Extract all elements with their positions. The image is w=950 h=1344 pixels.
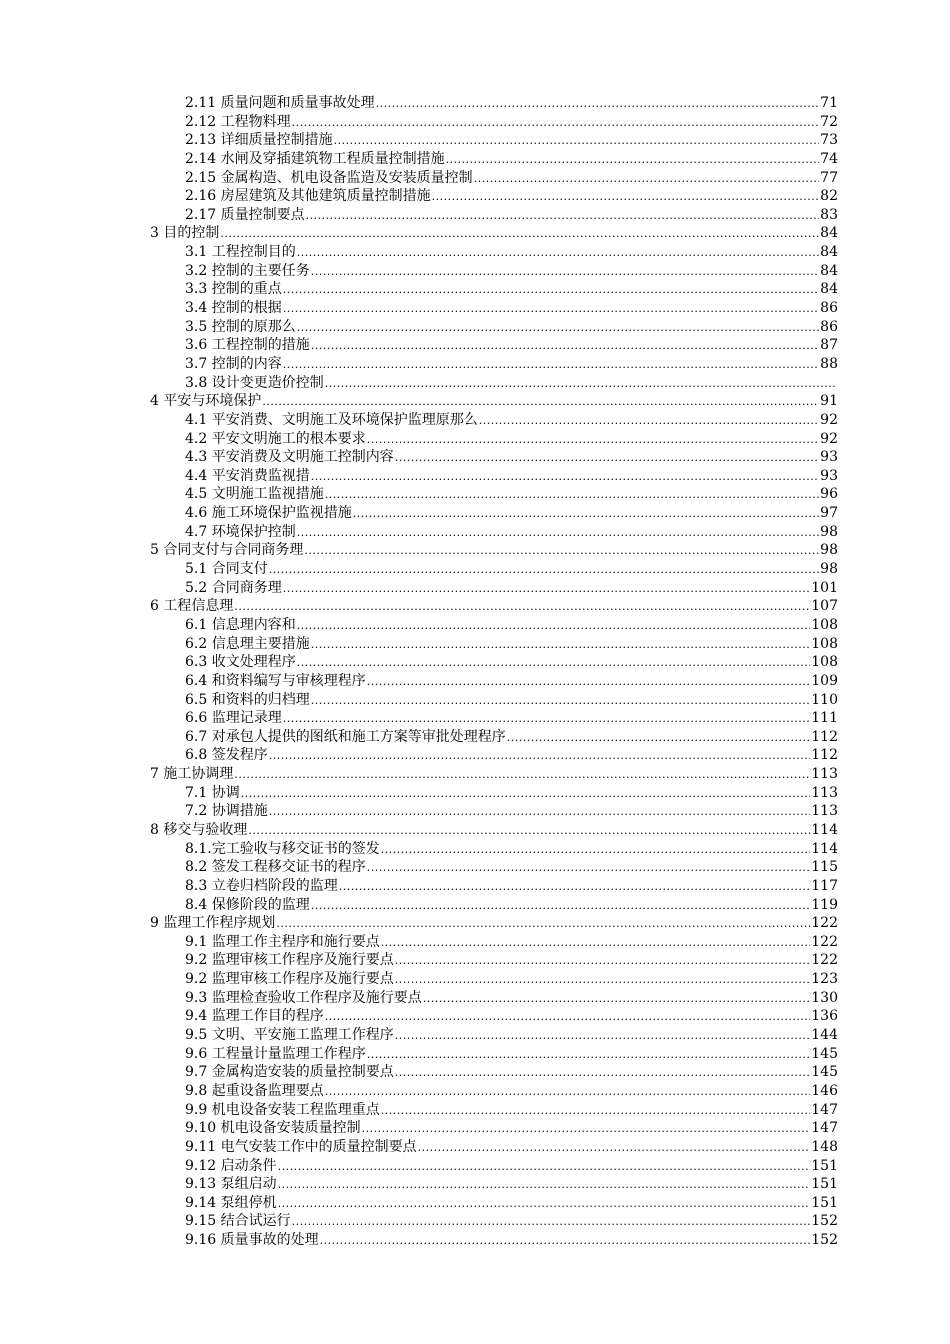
- toc-entry: [150, 1157, 838, 1176]
- toc-entry-title: 7.1 协调: [185, 784, 240, 801]
- toc-entry-title: 9.15 结合试运行: [185, 1213, 291, 1230]
- toc-entry: [150, 1212, 838, 1231]
- toc-entry-page: 151: [811, 1176, 838, 1193]
- toc-entry: [150, 262, 838, 281]
- toc-entry-page: 108: [811, 616, 838, 633]
- dot-leader: [248, 822, 810, 841]
- toc-entry-title: 6.3 收文处理程序: [185, 654, 296, 671]
- toc-entry: [150, 802, 838, 821]
- dot-leader: [325, 375, 837, 394]
- toc-entry: [150, 1026, 838, 1045]
- toc-entry-page: 86: [820, 300, 838, 317]
- toc-entry: [150, 485, 838, 504]
- toc-entry-page: 84: [820, 281, 838, 298]
- dot-leader: [297, 524, 819, 543]
- dot-leader: [381, 934, 811, 953]
- toc-entry-title: 4.5 文明施工监视措施: [185, 486, 324, 503]
- dot-leader: [395, 952, 811, 971]
- toc-entry-page: 83: [820, 206, 838, 223]
- dot-leader: [395, 449, 819, 468]
- toc-entry-page: 145: [811, 1045, 838, 1062]
- toc-entry-title: 9.16 质量事故的处理: [185, 1232, 319, 1249]
- toc-entry-page: 145: [811, 1064, 838, 1081]
- toc-entry-title: 8 移交与验收理: [150, 821, 248, 838]
- toc-entry-title: 9.8 起重设备监理要点: [185, 1082, 324, 1099]
- toc-entry-title: 4.4 平安消费监视措: [185, 467, 310, 484]
- dot-leader: [423, 990, 811, 1009]
- toc-entry: [150, 430, 838, 449]
- dot-leader: [418, 1139, 811, 1158]
- toc-entry-title: 5 合同支付与合同商务理: [150, 542, 304, 559]
- toc-entry-page: 71: [820, 95, 838, 111]
- toc-entry: [150, 597, 838, 616]
- dot-leader: [297, 617, 811, 636]
- toc-entry-title: 9.6 工程量计量监理工作程序: [185, 1045, 366, 1062]
- toc-entry-page: 77: [820, 169, 838, 186]
- toc-entry: [150, 374, 838, 393]
- dot-leader: [479, 412, 819, 431]
- toc-entry-page: 110: [811, 691, 838, 708]
- dot-leader: [297, 244, 819, 263]
- toc-entry: [150, 821, 838, 840]
- toc-entry: [150, 951, 838, 970]
- toc-entry: [150, 858, 838, 877]
- toc-entry-title: 9.2 监理审核工作程序及施行要点: [185, 952, 394, 969]
- toc-entry-page: 114: [811, 840, 838, 857]
- toc-entry-title: 2.11 质量问题和质量事故处理: [185, 95, 375, 111]
- toc-entry-page: 151: [811, 1194, 838, 1211]
- toc-entry-page: 108: [811, 635, 838, 652]
- toc-entry-title: 9.3 监理检查验收工作程序及施行要点: [185, 989, 422, 1006]
- toc-entry: [150, 243, 838, 262]
- toc-entry-title: 4.1 平安消费、文明施工及环境保护监理原那么: [185, 411, 478, 428]
- toc-entry-page: 73: [820, 132, 838, 149]
- toc-entry: [150, 1101, 838, 1120]
- toc-entry: [150, 1007, 838, 1026]
- toc-entry: [150, 411, 838, 430]
- dot-leader: [395, 1064, 811, 1083]
- dot-leader: [306, 207, 820, 226]
- toc-entry-page: 148: [811, 1138, 838, 1155]
- toc-entry-title: 9.9 机电设备安装工程监理重点: [185, 1101, 380, 1118]
- toc-entry: [150, 336, 838, 355]
- dot-leader: [311, 636, 811, 655]
- toc-entry-title: 8.3 立卷归档阶段的监理: [185, 877, 338, 894]
- toc-entry-title: 3.3 控制的重点: [185, 281, 282, 298]
- toc-entry: [150, 579, 838, 598]
- toc-entry-page: 92: [820, 430, 838, 447]
- toc-entry-page: 108: [811, 654, 838, 671]
- toc-entry-page: 92: [820, 411, 838, 428]
- dot-leader: [367, 859, 811, 878]
- dot-leader: [325, 1008, 811, 1027]
- dot-leader: [432, 188, 820, 207]
- dot-leader: [283, 281, 819, 300]
- toc-entry: [150, 187, 838, 206]
- dot-leader: [320, 1232, 811, 1251]
- toc-entry-title: 3.6 工程控制的措施: [185, 337, 310, 354]
- toc-entry-page: 93: [820, 467, 838, 484]
- toc-entry-page: 117: [811, 877, 838, 894]
- toc-entry-page: 87: [820, 337, 838, 354]
- dot-leader: [395, 971, 811, 990]
- toc-entry-title: 9 监理工作程序规划: [150, 915, 276, 932]
- toc-entry-title: 4.7 环境保护控制: [185, 523, 296, 540]
- toc-entry: [150, 113, 838, 132]
- table-of-contents: [150, 94, 838, 1250]
- dot-leader: [395, 1027, 811, 1046]
- toc-entry: [150, 392, 838, 411]
- toc-entry-title: 9.12 启动条件: [185, 1157, 277, 1174]
- toc-entry: [150, 709, 838, 728]
- dot-leader: [367, 1046, 811, 1065]
- dot-leader: [376, 95, 820, 114]
- toc-entry-title: 4 平安与环境保护: [150, 393, 262, 410]
- dot-leader: [269, 747, 811, 766]
- toc-entry-title: 8.2 签发工程移交证书的程序: [185, 859, 366, 876]
- toc-entry-page: 147: [811, 1101, 838, 1118]
- toc-entry: [150, 1138, 838, 1157]
- toc-entry: [150, 169, 838, 188]
- toc-entry-page: 130: [811, 989, 838, 1006]
- dot-leader: [234, 598, 810, 617]
- toc-entry-page: 113: [811, 766, 838, 783]
- dot-leader: [297, 319, 819, 338]
- toc-entry: [150, 131, 838, 150]
- toc-entry: [150, 1119, 838, 1138]
- dot-leader: [269, 561, 819, 580]
- dot-leader: [276, 915, 810, 934]
- toc-entry-title: 9.13 泵组启动: [185, 1176, 277, 1193]
- dot-leader: [283, 580, 811, 599]
- toc-entry-page: 101: [811, 579, 838, 596]
- dot-leader: [234, 766, 810, 785]
- toc-entry-page: 151: [811, 1157, 838, 1174]
- dot-leader: [311, 337, 819, 356]
- dot-leader: [474, 170, 820, 189]
- toc-entry-title: 6 工程信息理: [150, 598, 234, 615]
- toc-entry-page: 152: [811, 1232, 838, 1249]
- toc-entry: [150, 896, 838, 915]
- toc-entry-page: 91: [820, 393, 838, 410]
- toc-entry-title: 9.11 电气安装工作中的质量控制要点: [185, 1138, 417, 1155]
- toc-entry: [150, 635, 838, 654]
- toc-entry: [150, 318, 838, 337]
- toc-entry-title: 4.3 平安消费及文明施工控制内容: [185, 449, 394, 466]
- toc-entry: [150, 467, 838, 486]
- toc-entry-title: 2.17 质量控制要点: [185, 206, 305, 223]
- dot-leader: [353, 505, 819, 524]
- toc-entry-page: 88: [820, 355, 838, 372]
- toc-entry-title: 9.5 文明、平安施工监理工作程序: [185, 1027, 394, 1044]
- dot-leader: [507, 729, 811, 748]
- toc-entry: [150, 784, 838, 803]
- toc-entry: [150, 150, 838, 169]
- toc-entry-page: 122: [811, 952, 838, 969]
- toc-entry-page: 122: [811, 915, 838, 932]
- dot-leader: [339, 878, 811, 897]
- dot-leader: [367, 673, 811, 692]
- dot-leader: [292, 114, 820, 133]
- toc-entry-title: 9.2 监理审核工作程序及施行要点: [185, 971, 394, 988]
- toc-entry: [150, 914, 838, 933]
- toc-entry-page: 97: [820, 505, 838, 522]
- toc-entry: [150, 1231, 838, 1250]
- toc-entry: [150, 299, 838, 318]
- dot-leader: [381, 1102, 811, 1121]
- toc-entry-title: 3.5 控制的原那么: [185, 318, 296, 335]
- toc-entry: [150, 877, 838, 896]
- toc-entry-page: 84: [820, 244, 838, 261]
- toc-entry-page: 123: [811, 971, 838, 988]
- toc-entry: [150, 616, 838, 635]
- dot-leader: [262, 393, 819, 412]
- toc-entry-title: 3 目的控制: [150, 225, 220, 242]
- toc-entry-title: 8.1.完工验收与移交证书的签发: [185, 840, 380, 857]
- toc-entry-page: 72: [820, 113, 838, 130]
- dot-leader: [367, 431, 819, 450]
- toc-entry-page: 84: [820, 262, 838, 279]
- toc-entry-title: 7 施工协调理: [150, 766, 234, 783]
- toc-entry-page: 98: [820, 561, 838, 578]
- toc-entry-title: 3.2 控制的主要任务: [185, 262, 310, 279]
- toc-entry-title: 3.4 控制的根据: [185, 300, 282, 317]
- dot-leader: [283, 300, 819, 319]
- toc-entry: [150, 1175, 838, 1194]
- toc-entry-title: 6.5 和资料的归档理: [185, 691, 310, 708]
- toc-entry-title: 2.12 工程物料理: [185, 113, 291, 130]
- toc-entry-title: 6.1 信息理内容和: [185, 616, 296, 633]
- toc-entry: [150, 1194, 838, 1213]
- toc-entry-title: 9.14 泵组停机: [185, 1194, 277, 1211]
- toc-entry-page: 144: [811, 1027, 838, 1044]
- dot-leader: [381, 841, 811, 860]
- dot-leader: [325, 486, 819, 505]
- toc-entry: [150, 691, 838, 710]
- toc-entry-page: 84: [820, 225, 838, 242]
- toc-entry-title: 3.7 控制的内容: [185, 355, 282, 372]
- dot-leader: [446, 151, 820, 170]
- toc-entry-title: 5.1 合同支付: [185, 561, 268, 578]
- toc-entry-page: 113: [811, 803, 838, 820]
- dot-leader: [278, 1176, 811, 1195]
- dot-leader: [311, 263, 819, 282]
- toc-entry-title: 9.1 监理工作主程序和施行要点: [185, 933, 380, 950]
- dot-leader: [325, 1083, 811, 1102]
- toc-entry-title: 2.16 房屋建筑及其他建筑质量控制措施: [185, 188, 431, 205]
- dot-leader: [334, 132, 820, 151]
- toc-entry-title: 3.1 工程控制目的: [185, 244, 296, 261]
- dot-leader: [283, 710, 811, 729]
- toc-entry-title: 2.13 详细质量控制措施: [185, 132, 333, 149]
- toc-entry-title: 6.7 对承包人提供的图纸和施工方案等审批处理程序: [185, 728, 506, 745]
- toc-entry-page: 74: [820, 150, 838, 167]
- toc-entry: [150, 970, 838, 989]
- toc-entry: [150, 206, 838, 225]
- toc-entry-title: 9.7 金属构造安装的质量控制要点: [185, 1064, 394, 1081]
- toc-entry-title: 6.8 签发程序: [185, 747, 268, 764]
- toc-entry-title: 6.4 和资料编写与审核理程序: [185, 672, 366, 689]
- toc-entry: [150, 1082, 838, 1101]
- toc-entry-page: 98: [820, 542, 838, 559]
- dot-leader: [311, 468, 819, 487]
- toc-entry-page: 93: [820, 449, 838, 466]
- toc-entry: [150, 448, 838, 467]
- toc-entry: [150, 989, 838, 1008]
- toc-entry-title: 7.2 协调措施: [185, 803, 268, 820]
- toc-entry-page: 119: [811, 896, 838, 913]
- toc-entry-page: 82: [820, 188, 838, 205]
- toc-entry-page: 115: [811, 859, 838, 876]
- toc-entry-page: 109: [811, 672, 838, 689]
- toc-entry-page: 152: [811, 1213, 838, 1230]
- toc-entry: [150, 840, 838, 859]
- toc-entry-title: 9.10 机电设备安装质量控制: [185, 1120, 361, 1137]
- dot-leader: [278, 1195, 811, 1214]
- dot-leader: [311, 692, 811, 711]
- toc-entry-page: 112: [811, 747, 838, 764]
- toc-entry: [150, 355, 838, 374]
- toc-entry: [150, 94, 838, 113]
- toc-entry-title: 2.14 水闸及穿插建筑物工程质量控制措施: [185, 150, 445, 167]
- toc-entry-page: 111: [811, 710, 838, 727]
- toc-entry-page: 136: [811, 1008, 838, 1025]
- toc-entry-title: 9.4 监理工作目的程序: [185, 1008, 324, 1025]
- toc-entry-page: 96: [820, 486, 838, 503]
- toc-entry: [150, 504, 838, 523]
- dot-leader: [362, 1120, 811, 1139]
- toc-entry-title: 4.6 施工环境保护监视措施: [185, 505, 352, 522]
- toc-entry-page: 122: [811, 933, 838, 950]
- toc-entry: [150, 728, 838, 747]
- toc-entry: [150, 1063, 838, 1082]
- toc-entry: [150, 933, 838, 952]
- toc-entry: [150, 653, 838, 672]
- toc-entry-title: 6.2 信息理主要措施: [185, 635, 310, 652]
- toc-entry: [150, 523, 838, 542]
- toc-entry-page: 113: [811, 784, 838, 801]
- toc-entry-page: 86: [820, 318, 838, 335]
- toc-entry: [150, 746, 838, 765]
- toc-entry-title: 2.15 金属构造、机电设备监造及安装质量控制: [185, 169, 473, 186]
- toc-entry-page: 98: [820, 523, 838, 540]
- toc-entry-page: 112: [811, 728, 838, 745]
- toc-entry: [150, 280, 838, 299]
- dot-leader: [241, 785, 811, 804]
- dot-leader: [220, 225, 819, 244]
- dot-leader: [278, 1158, 811, 1177]
- toc-entry: [150, 672, 838, 691]
- dot-leader: [269, 803, 811, 822]
- dot-leader: [297, 654, 811, 673]
- dot-leader: [304, 542, 819, 561]
- toc-entry-title: 3.8 设计变更造价控制: [185, 374, 324, 391]
- toc-entry-page: 146: [811, 1082, 838, 1099]
- toc-entry: [150, 1045, 838, 1064]
- toc-entry-title: 6.6 监理记录理: [185, 710, 282, 727]
- toc-entry: [150, 224, 838, 243]
- toc-entry: [150, 765, 838, 784]
- dot-leader: [311, 897, 811, 916]
- toc-entry-page: 114: [811, 821, 838, 838]
- toc-entry-page: 147: [811, 1120, 838, 1137]
- toc-entry: [150, 560, 838, 579]
- toc-entry-title: 8.4 保修阶段的监理: [185, 896, 310, 913]
- dot-leader: [283, 356, 819, 375]
- toc-entry-title: 5.2 合同商务理: [185, 579, 282, 596]
- toc-entry: [150, 541, 838, 560]
- toc-entry-page: 107: [811, 598, 838, 615]
- toc-entry-title: 4.2 平安文明施工的根本要求: [185, 430, 366, 447]
- dot-leader: [292, 1213, 811, 1232]
